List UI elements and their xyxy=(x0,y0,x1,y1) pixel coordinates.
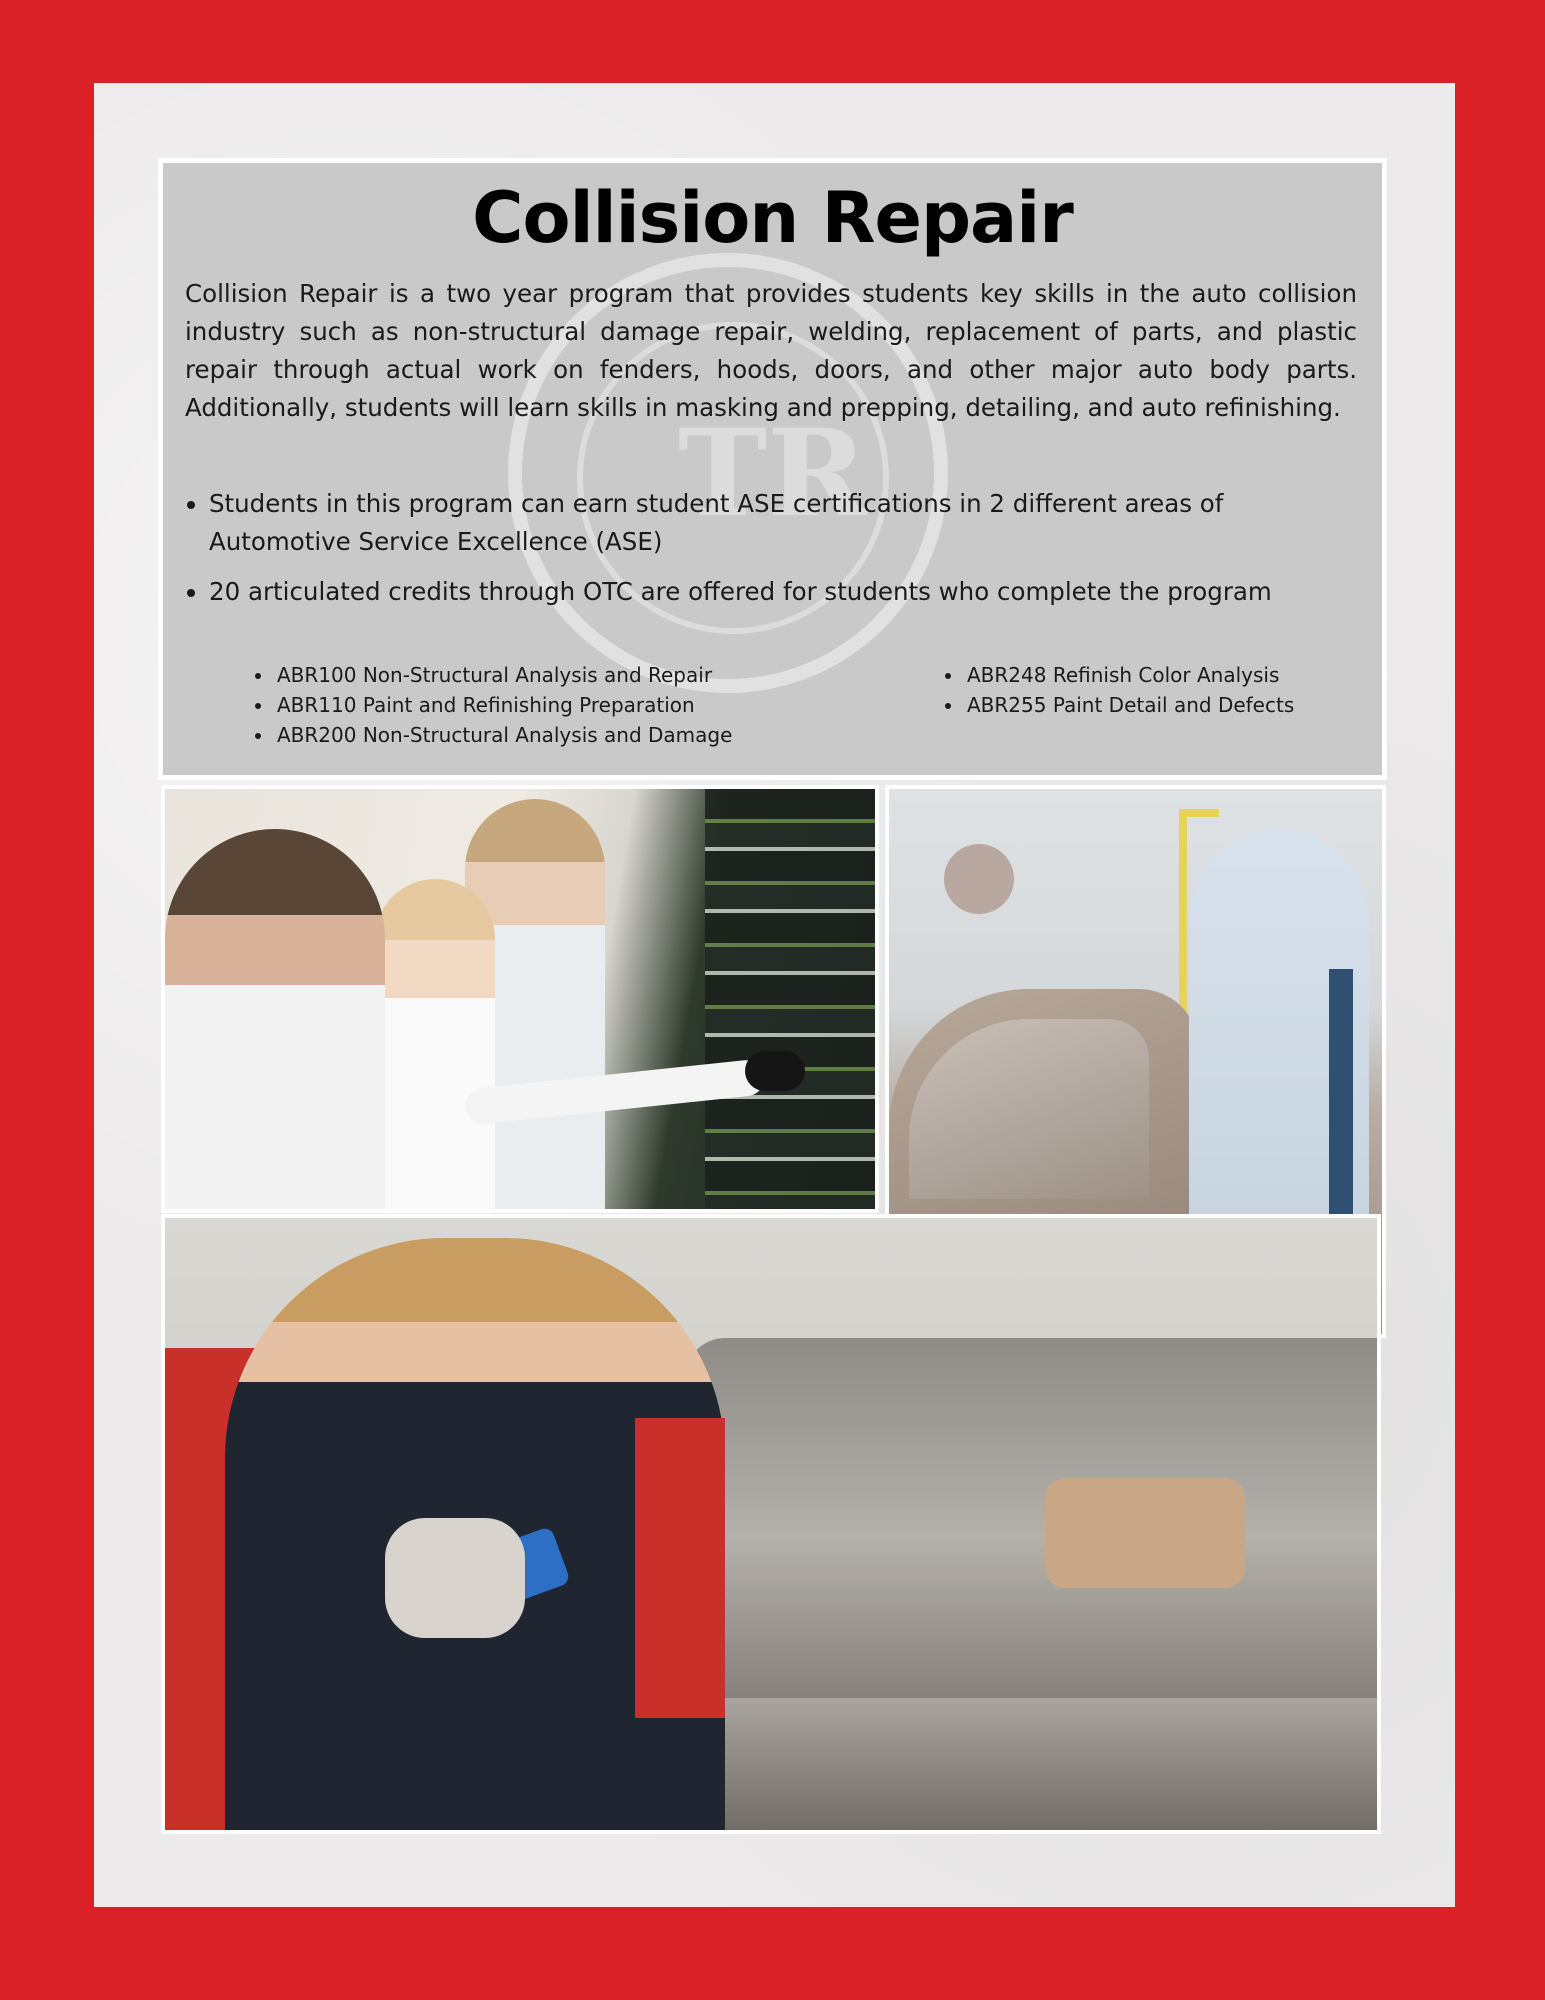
course-item: ABR255 Paint Detail and Defects xyxy=(939,690,1294,720)
highlight-item: 20 articulated credits through OTC are offered for students who complete the program xyxy=(185,573,1365,611)
photo-student-repair-work xyxy=(161,1214,1381,1834)
course-item: ABR100 Non-Structural Analysis and Repair xyxy=(249,660,732,690)
program-highlights xyxy=(185,485,1365,623)
student-figure xyxy=(375,879,495,1213)
course-item: ABR110 Paint and Refinishing Preparation xyxy=(249,690,732,720)
paint-shelf xyxy=(705,789,879,1213)
black-glove xyxy=(745,1051,805,1091)
photo-students-paint-shelf xyxy=(161,785,879,1213)
page-title: Collision Repair xyxy=(472,177,1073,259)
student-figure xyxy=(165,829,385,1213)
program-description: Collision Repair is a two year program that provides students key skills in the auto collision industry such as non-structural damage repair, welding, replacement of parts, and plastic repair through actual work on fenders, hoods, doors, and other major auto body parts. Additionally, students will learn skills in masking and prepping, detailing, and auto refinishing. xyxy=(185,279,1357,422)
school-seal-monogram: TR xyxy=(678,403,868,544)
course-list-left xyxy=(249,660,732,750)
work-gloves xyxy=(385,1518,525,1638)
highlight-item: Students in this program can earn student ASE certifications in 2 different areas of Automotive Service Excellence (ASE) xyxy=(185,485,1365,561)
program-info-box xyxy=(158,158,1387,780)
course-item: ABR200 Non-Structural Analysis and Damage xyxy=(249,720,732,750)
course-item: ABR248 Refinish Color Analysis xyxy=(939,660,1294,690)
course-list-right xyxy=(939,660,1294,720)
shop-equipment xyxy=(1045,1478,1245,1588)
red-sleeve xyxy=(635,1418,725,1718)
spray-gun xyxy=(944,844,1014,914)
